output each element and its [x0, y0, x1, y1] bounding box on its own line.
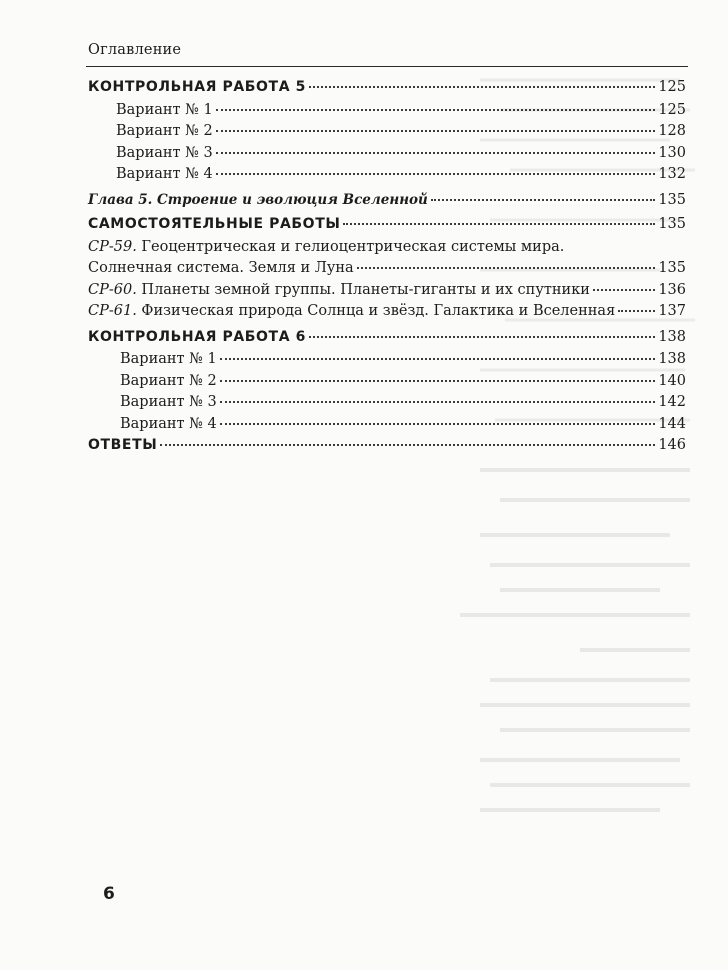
toc-entry-title: ОТВЕТЫ [88, 437, 158, 453]
toc-entry-title: Геоцентрическая и гелиоцентрическая системы мира. [141, 238, 565, 255]
toc-entry-chapter-5[interactable] [88, 193, 686, 208]
dot-leader [216, 109, 655, 111]
toc-entry-variant[interactable] [88, 167, 686, 182]
toc-entry-page: 128 [658, 123, 686, 139]
toc-entry-page: 132 [658, 166, 686, 182]
toc-entry-variant[interactable] [88, 146, 686, 161]
toc-entry-sr-60[interactable] [88, 283, 686, 298]
dot-leader [431, 199, 655, 201]
toc-entry-page: 136 [658, 281, 686, 298]
toc-entry-title: Вариант № 2 [116, 123, 213, 139]
toc-entry-page: 142 [658, 394, 686, 410]
toc-entry-title: КОНТРОЛЬНАЯ РАБОТА 5 [88, 79, 306, 95]
toc-entry-title: Вариант № 4 [116, 166, 213, 182]
dot-leader [618, 310, 655, 312]
toc-entry-page: 137 [658, 303, 686, 319]
toc-entry-title: Вариант № 1 [120, 351, 217, 367]
toc-entry-variant[interactable] [88, 374, 686, 389]
toc-entry-title: Глава 5. Строение и эволюция Вселенной [88, 191, 428, 208]
dot-leader [216, 130, 655, 132]
toc-entry-page: 135 [658, 216, 686, 232]
toc-entry-page: 138 [658, 351, 686, 367]
toc-entry-page: 135 [658, 260, 686, 276]
toc-entry-variant[interactable] [88, 124, 686, 139]
dot-leader [220, 423, 655, 425]
dot-leader [309, 336, 655, 338]
toc-entry-title: Вариант № 4 [120, 415, 217, 432]
dot-leader [216, 152, 655, 154]
toc-entry-variant[interactable] [88, 103, 686, 118]
toc-entry-title: Вариант № 2 [120, 372, 217, 389]
dot-leader [216, 173, 655, 175]
toc-entry-independent-works[interactable] [88, 217, 686, 232]
toc-entry-control-work-5[interactable] [88, 80, 686, 95]
toc-entry-sr-59-continued[interactable] [88, 261, 686, 276]
toc-entry-page: 125 [658, 79, 686, 95]
toc-entry-variant[interactable] [88, 417, 686, 432]
table-of-contents [88, 80, 686, 453]
dot-leader [593, 289, 655, 291]
toc-entry-title: САМОСТОЯТЕЛЬНЫЕ РАБОТЫ [88, 216, 341, 232]
toc-entry-variant[interactable] [88, 352, 686, 367]
toc-entry-page: 140 [658, 372, 686, 389]
running-head: Оглавление [88, 42, 182, 58]
toc-entry-title: Солнечная система. Земля и Луна [88, 260, 354, 276]
dot-leader [220, 380, 655, 382]
toc-entry-page: 130 [658, 144, 686, 161]
toc-entry-variant[interactable] [88, 395, 686, 410]
toc-entry-page: 144 [658, 415, 686, 432]
dot-leader [309, 86, 655, 88]
header-rule [86, 66, 688, 67]
toc-entry-title: Планеты земной группы. Планеты-гиганты и их спутники [141, 281, 590, 298]
dot-leader [220, 358, 655, 360]
toc-entry-sr-61[interactable] [88, 304, 686, 319]
dot-leader [160, 444, 655, 446]
toc-entry-page: 125 [658, 101, 686, 118]
toc-entry-page: 135 [658, 191, 686, 208]
show-through-lines-lower [60, 437, 700, 820]
toc-entry-control-work-6[interactable] [88, 330, 686, 345]
work-code: СР-61. [88, 303, 137, 319]
page-number: 6 [103, 884, 115, 904]
dot-leader [343, 223, 655, 225]
toc-entry-title: Вариант № 1 [116, 101, 213, 118]
dot-leader [220, 401, 655, 403]
dot-leader [357, 267, 655, 269]
toc-entry-title: Физическая природа Солнца и звёзд. Галактика и Вселенная [141, 303, 616, 319]
toc-entry-page: 138 [658, 328, 686, 345]
toc-entry-answers[interactable] [88, 438, 686, 453]
toc-entry-title: Вариант № 3 [116, 144, 213, 161]
toc-entry-page: 146 [658, 437, 686, 453]
toc-entry-sr-59[interactable] [88, 240, 686, 255]
work-code: СР-59. [88, 238, 137, 255]
work-code: СР-60. [88, 281, 137, 298]
toc-entry-title: Вариант № 3 [120, 394, 217, 410]
toc-entry-title: КОНТРОЛЬНАЯ РАБОТА 6 [88, 328, 306, 345]
